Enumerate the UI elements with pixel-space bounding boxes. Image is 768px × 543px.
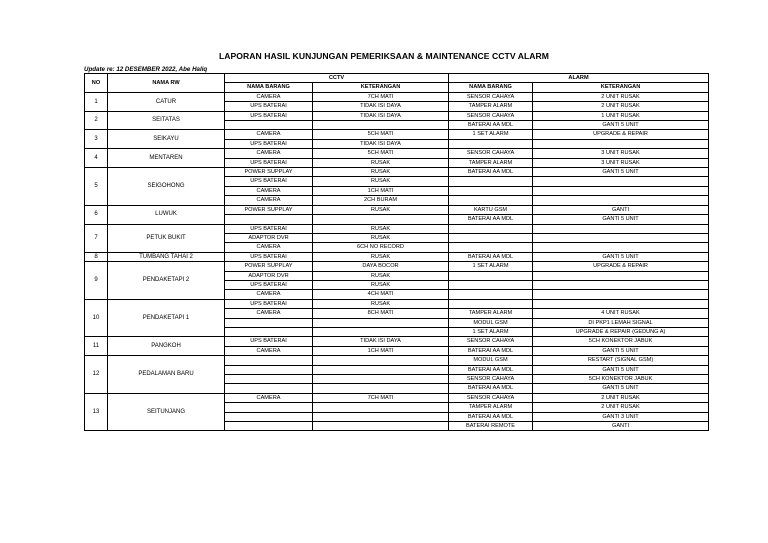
cctv-note: 7CH MATI [313, 393, 449, 402]
cctv-note [313, 327, 449, 336]
alarm-item: MODUL GSM [449, 318, 533, 327]
alarm-note: GANTI 5 UNIT [533, 121, 709, 130]
cctv-note [313, 356, 449, 365]
alarm-note: RESTART (SIGNAL GSM) [533, 356, 709, 365]
cctv-item: CAMERA [225, 309, 313, 318]
table-row [85, 356, 709, 365]
alarm-item [449, 196, 533, 205]
rw-name: PANGKOH [108, 337, 225, 356]
alarm-item: BATERAI AA MDL [449, 215, 533, 224]
alarm-note: GANTI 3 UNIT [533, 412, 709, 421]
cctv-note: TIDAK ISI DAYA [313, 102, 449, 111]
alarm-note: 2 UNIT RUSAK [533, 393, 709, 402]
cctv-note: RUSAK [313, 177, 449, 186]
header-cctv: CCTV [225, 74, 449, 83]
cctv-item: POWER SUPPLAY [225, 168, 313, 177]
rw-number: 12 [85, 356, 108, 394]
cctv-note: 8CH MATI [313, 309, 449, 318]
cctv-note: RUSAK [313, 224, 449, 233]
cctv-note: RUSAK [313, 205, 449, 214]
update-note: Update re: 12 DESEMBER 2022, Abe Haliq [84, 66, 208, 73]
rw-name: PEDALAMAN BARU [108, 356, 225, 394]
rw-number: 13 [85, 393, 108, 431]
cctv-note: RUSAK [313, 233, 449, 242]
cctv-item [225, 384, 313, 393]
cctv-note [313, 384, 449, 393]
alarm-item: BATERAI AA MDL [449, 412, 533, 421]
alarm-note: GANTI 5 UNIT [533, 346, 709, 355]
alarm-item: TAMPER ALARM [449, 403, 533, 412]
alarm-note: 4 UNIT RUSAK [533, 309, 709, 318]
cctv-item [225, 356, 313, 365]
alarm-item: TAMPER ALARM [449, 309, 533, 318]
rw-number: 1 [85, 92, 108, 111]
rw-name: SEITATAS [108, 111, 225, 130]
cctv-item: CAMERA [225, 393, 313, 402]
header-no: NO [85, 74, 108, 93]
table-row [85, 168, 709, 177]
rw-number: 6 [85, 205, 108, 224]
alarm-item: 1 SET ALARM [449, 262, 533, 271]
table-row [85, 130, 709, 139]
alarm-item: TAMPER ALARM [449, 158, 533, 167]
table-row [85, 252, 709, 261]
rw-name: TUMBANG TAHAI 2 [108, 252, 225, 261]
rw-name: CATUR [108, 92, 225, 111]
cctv-item: UPS BATERAI [225, 139, 313, 148]
cctv-item: CAMERA [225, 92, 313, 101]
alarm-note: 1 UNIT RUSAK [533, 111, 709, 120]
cctv-note: TIDAK ISI DAYA [313, 337, 449, 346]
cctv-note: RUSAK [313, 252, 449, 261]
report-table [84, 73, 709, 431]
alarm-note: UPGRADE & REPAIR [533, 262, 709, 271]
rw-name: SEIGOHONG [108, 168, 225, 206]
header-alarm: ALARM [449, 74, 709, 83]
table-row [85, 262, 709, 271]
rw-number: 9 [85, 262, 108, 300]
cctv-note: 5CH MATI [313, 149, 449, 158]
cctv-item: UPS BATERAI [225, 158, 313, 167]
cctv-item: POWER SUPPLAY [225, 262, 313, 271]
cctv-item: CAMERA [225, 243, 313, 252]
cctv-note: 6CH NO RECORD [313, 243, 449, 252]
cctv-item: UPS BATERAI [225, 111, 313, 120]
cctv-item [225, 121, 313, 130]
cctv-item: UPS BATERAI [225, 280, 313, 289]
cctv-note: 7CH MATI [313, 92, 449, 101]
table-row [85, 92, 709, 101]
alarm-item: 1 SET ALARM [449, 327, 533, 336]
alarm-note [533, 299, 709, 308]
rw-name: PENDAKETAPI 1 [108, 299, 225, 337]
rw-number: 7 [85, 224, 108, 252]
alarm-item: BATERAI AA MDL [449, 365, 533, 374]
alarm-item: BATERAI REMOTE [449, 422, 533, 431]
rw-number: 11 [85, 337, 108, 356]
alarm-item [449, 139, 533, 148]
table-row [85, 337, 709, 346]
cctv-item [225, 318, 313, 327]
alarm-item [449, 224, 533, 233]
cctv-item: CAMERA [225, 149, 313, 158]
alarm-note [533, 243, 709, 252]
cctv-note [313, 121, 449, 130]
cctv-item [225, 422, 313, 431]
cctv-note: TIDAK ISI DAYA [313, 111, 449, 120]
cctv-item [225, 215, 313, 224]
alarm-item: 1 SET ALARM [449, 130, 533, 139]
table-row [85, 224, 709, 233]
table-body [85, 92, 709, 431]
cctv-note [313, 318, 449, 327]
alarm-item: TAMPER ALARM [449, 102, 533, 111]
cctv-note: RUSAK [313, 271, 449, 280]
alarm-item [449, 290, 533, 299]
alarm-item [449, 280, 533, 289]
cctv-note: 1CH MATI [313, 186, 449, 195]
alarm-item: BATERAI AA MDL [449, 121, 533, 130]
alarm-note [533, 271, 709, 280]
cctv-item: CAMERA [225, 130, 313, 139]
cctv-item [225, 412, 313, 421]
cctv-note: RUSAK [313, 158, 449, 167]
rw-name: SEITUNJANG [108, 393, 225, 431]
alarm-item [449, 271, 533, 280]
table-row [85, 393, 709, 402]
cctv-note: 4CH MATI [313, 290, 449, 299]
cctv-note: RUSAK [313, 299, 449, 308]
alarm-note: 2 UNIT RUSAK [533, 102, 709, 111]
header-cctv-keterangan: KETERANGAN [313, 83, 449, 92]
cctv-item: UPS BATERAI [225, 177, 313, 186]
table-row [85, 149, 709, 158]
alarm-note [533, 233, 709, 242]
alarm-note [533, 224, 709, 233]
alarm-item: SENSOR CAHAYA [449, 393, 533, 402]
alarm-note: 5CH KONEKTOR JABUK [533, 337, 709, 346]
alarm-note: GANTI 5 UNIT [533, 168, 709, 177]
cctv-item [225, 327, 313, 336]
cctv-item [225, 365, 313, 374]
rw-number: 2 [85, 111, 108, 130]
alarm-note [533, 139, 709, 148]
alarm-item: SENSOR CAHAYA [449, 149, 533, 158]
table-row [85, 299, 709, 308]
cctv-note: 1CH MATI [313, 346, 449, 355]
alarm-note: UPGRADE & REPAIR [533, 130, 709, 139]
alarm-item: BATERAI AA MDL [449, 168, 533, 177]
alarm-item [449, 299, 533, 308]
cctv-item: CAMERA [225, 196, 313, 205]
cctv-item: CAMERA [225, 346, 313, 355]
cctv-note [313, 365, 449, 374]
cctv-note [313, 422, 449, 431]
cctv-item: UPS BATERAI [225, 224, 313, 233]
alarm-note: GANTI [533, 205, 709, 214]
cctv-note [313, 403, 449, 412]
cctv-item [225, 375, 313, 384]
alarm-note: UPGRADE & REPAIR (GEDUNG A) [533, 327, 709, 336]
cctv-item: UPS BATERAI [225, 102, 313, 111]
alarm-item [449, 186, 533, 195]
rw-name: PETUK BUKIT [108, 224, 225, 252]
rw-number: 5 [85, 168, 108, 206]
alarm-item: BATERAI AA MDL [449, 384, 533, 393]
cctv-note: 5CH MATI [313, 130, 449, 139]
cctv-item: ADAPTOR DVR [225, 233, 313, 242]
rw-name: PENDAKETAPI 2 [108, 262, 225, 300]
cctv-item: UPS BATERAI [225, 252, 313, 261]
cctv-item: UPS BATERAI [225, 299, 313, 308]
alarm-note: GANTI 5 UNIT [533, 252, 709, 261]
rw-number: 4 [85, 149, 108, 168]
alarm-item: BATERAI AA MDL [449, 252, 533, 261]
table-row [85, 205, 709, 214]
alarm-item: MODUL GSM [449, 356, 533, 365]
cctv-item: ADAPTOR DVR [225, 271, 313, 280]
rw-number: 3 [85, 130, 108, 149]
cctv-item: CAMERA [225, 290, 313, 299]
alarm-item: BATERAI AA MDL [449, 346, 533, 355]
alarm-item [449, 233, 533, 242]
cctv-note: RUSAK [313, 168, 449, 177]
table-row [85, 111, 709, 120]
header-alarm-nama-barang: NAMA BARANG [449, 83, 533, 92]
alarm-item: SENSOR CAHAYA [449, 92, 533, 101]
alarm-note: 5CH KONEKTOR JABUK [533, 375, 709, 384]
cctv-note [313, 375, 449, 384]
alarm-note: GANTI 5 UNIT [533, 215, 709, 224]
alarm-note: GANTI [533, 422, 709, 431]
header-alarm-keterangan: KETERANGAN [533, 83, 709, 92]
cctv-item: POWER SUPPLAY [225, 205, 313, 214]
cctv-note: RUSAK [313, 280, 449, 289]
alarm-note: 3 UNIT RUSAK [533, 149, 709, 158]
alarm-item: SENSOR CAHAYA [449, 375, 533, 384]
rw-name: LUWUK [108, 205, 225, 224]
alarm-note: GANTI 5 UNIT [533, 384, 709, 393]
alarm-note: 2 UNIT RUSAK [533, 92, 709, 101]
cctv-note: 2CH BURAM [313, 196, 449, 205]
cctv-note [313, 215, 449, 224]
cctv-item [225, 403, 313, 412]
rw-number: 8 [85, 252, 108, 261]
cctv-note: TIDAK ISI DAYA [313, 139, 449, 148]
header-cctv-nama-barang: NAMA BARANG [225, 83, 313, 92]
report-title: LAPORAN HASIL KUNJUNGAN PEMERIKSAAN & MAINTENANCE CCTV ALARM [218, 51, 550, 61]
alarm-note [533, 280, 709, 289]
cctv-note: DAYA BOCOR [313, 262, 449, 271]
alarm-note: GANTI 5 UNIT [533, 365, 709, 374]
alarm-note [533, 290, 709, 299]
alarm-item [449, 243, 533, 252]
alarm-note: DI PKP1 LEMAH SIGNAL [533, 318, 709, 327]
alarm-item: SENSOR CAHAYA [449, 111, 533, 120]
rw-name: SEIKAYU [108, 130, 225, 149]
cctv-item: CAMERA [225, 186, 313, 195]
rw-name: MENTAREN [108, 149, 225, 168]
cctv-item: UPS BATERAI [225, 337, 313, 346]
alarm-item: SENSOR CAHAYA [449, 337, 533, 346]
alarm-note [533, 196, 709, 205]
alarm-note: 2 UNIT RUSAK [533, 403, 709, 412]
rw-number: 10 [85, 299, 108, 337]
header-nama-rw: NAMA RW [108, 74, 225, 93]
alarm-item: KARTU GSM [449, 205, 533, 214]
alarm-note [533, 186, 709, 195]
alarm-note: 3 UNIT RUSAK [533, 158, 709, 167]
cctv-note [313, 412, 449, 421]
alarm-note [533, 177, 709, 186]
alarm-item [449, 177, 533, 186]
